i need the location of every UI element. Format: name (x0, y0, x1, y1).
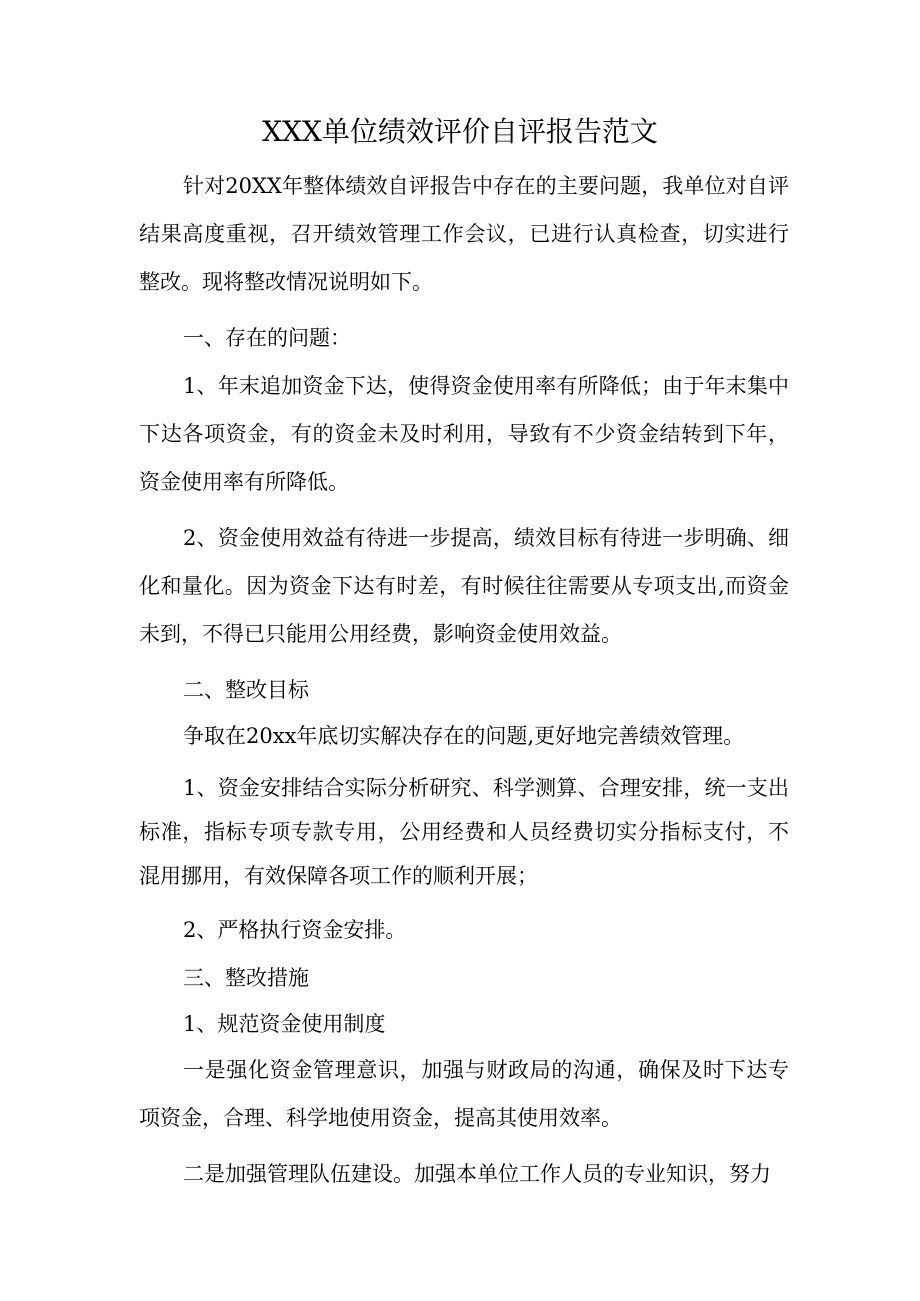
paragraph-goal-1: 1、资金安排结合实际分析研究、科学测算、合理安排，统一支出标准，指标专项专款专用，公用经费和人员经费切实分指标支付，不混用挪用，有效保障各项工作的顺利开展； (139, 776, 789, 888)
document-title: XXX单位绩效评价自评报告范文 (262, 115, 658, 148)
heading-problems: 一、存在的问题： (183, 326, 351, 350)
paragraph-goal-2: 2、严格执行资金安排。 (183, 918, 407, 942)
paragraph-intro: 针对20XX年整体绩效自评报告中存在的主要问题，我单位对自评结果高度重视，召开绩效管理工作会议，已进行认真检查，切实进行整改。现将整改情况说明如下。 (139, 174, 789, 294)
paragraph-measure-1b: 二是加强管理队伍建设。加强本单位工作人员的专业知识，努力 (183, 1162, 771, 1186)
heading-goals: 二、整改目标 (183, 678, 309, 702)
paragraph-problem-1: 1、年末追加资金下达，使得资金使用率有所降低；由于年末集中下达各项资金，有的资金未及时利用，导致有不少资金结转到下年，资金使用率有所降低。 (139, 374, 789, 494)
document-body (139, 162, 789, 1198)
paragraph-goals-intro: 争取在20xx年底切实解决存在的问题,更好地完善绩效管理。 (183, 724, 745, 748)
paragraph-measure-1a: 一是强化资金管理意识，加强与财政局的沟通，确保及时下达专项资金，合理、科学地使用资金，提高其使用效率。 (139, 1058, 789, 1130)
paragraph-problem-2: 2、资金使用效益有待进一步提高，绩效目标有待进一步明确、细化和量化。因为资金下达有时差，有时候往往需要从专项支出,而资金未到，不得已只能用公用经费，影响资金使用效益。 (139, 526, 789, 646)
heading-measure-1: 1、规范资金使用制度 (183, 1012, 386, 1036)
heading-measures: 三、整改措施 (183, 966, 309, 990)
